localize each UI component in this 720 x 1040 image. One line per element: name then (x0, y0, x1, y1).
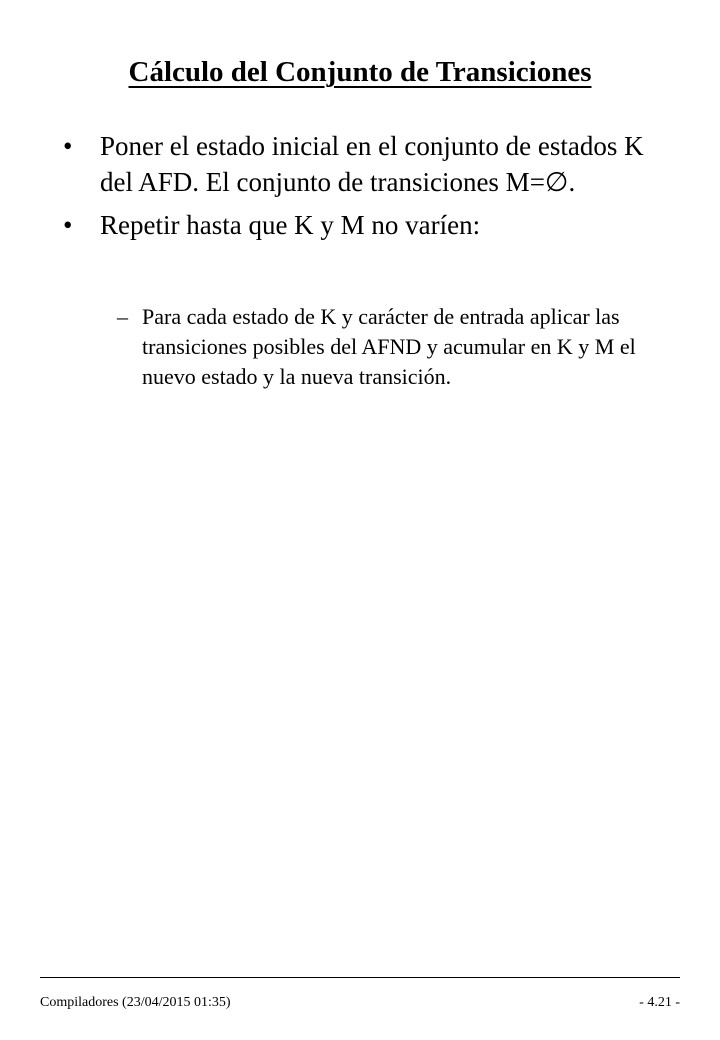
sub-bullet-list (0, 302, 720, 392)
sub-bullet-item (0, 302, 720, 392)
sub-bullet-marker: – (117, 304, 128, 329)
sub-bullet-text: Para cada estado de K y carácter de entrada aplicar las transiciones posibles del AFND y acumular en K y M el nuevo estado y la nueva transición. (142, 304, 636, 389)
bullet-text: Repetir hasta que K y M no varíen: (100, 210, 481, 240)
bullet-text: Poner el estado inicial en el conjunto de estados K del AFD. El conjunto de transiciones M=∅. (100, 131, 644, 197)
bullet-marker: • (63, 210, 73, 240)
slide-title: Cálculo del Conjunto de Transiciones (128, 56, 592, 88)
bullet-marker: • (63, 131, 73, 161)
bullet-item (0, 207, 720, 243)
footer-divider (40, 977, 680, 978)
footer-page-number: - 4.21 - (639, 995, 680, 1010)
bullet-item (0, 128, 720, 200)
bullet-list (0, 128, 720, 250)
footer-course-date: Compiladores (23/04/2015 01:35) (40, 995, 231, 1010)
